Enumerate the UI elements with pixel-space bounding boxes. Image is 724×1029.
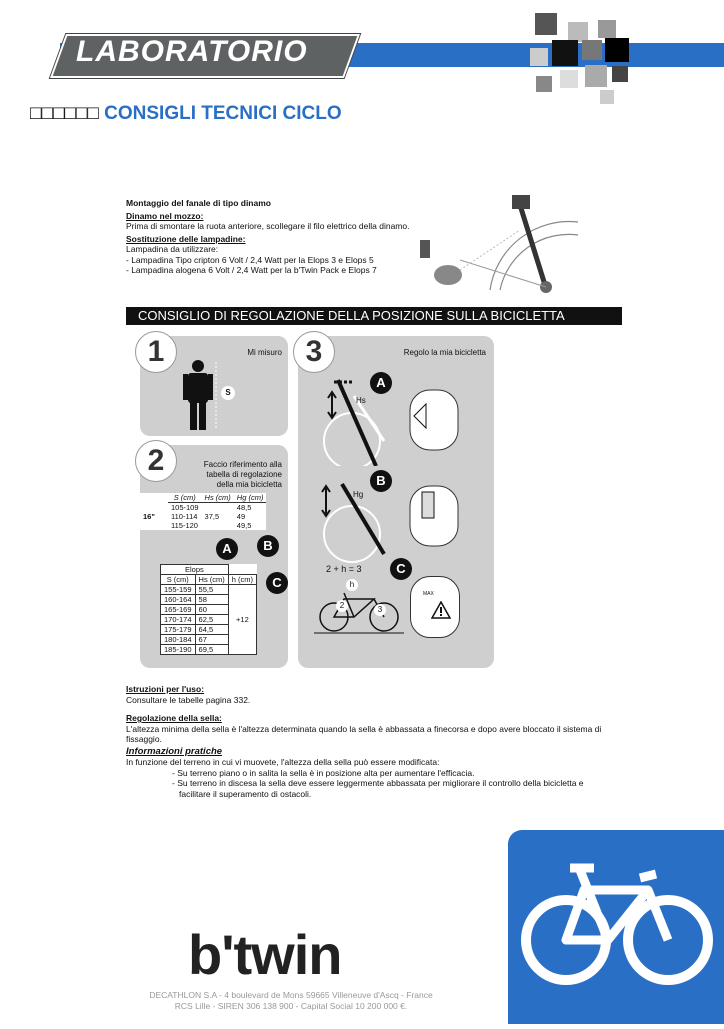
bulb-item-2: - Lampadina alogena 6 Volt / 2,4 Watt per la b'Twin Pack e Elops 7 (126, 265, 377, 275)
practical-intro: In funzione del terreno in cui vi muovete, l'altezza della sella può essere modificata: (126, 757, 440, 767)
footer (96, 990, 486, 1012)
badge-c: C (266, 572, 288, 594)
panel-2-text (204, 460, 282, 490)
use-label: Istruzioni per l'uso: (126, 684, 205, 694)
dynamo-heading: Montaggio del fanale di tipo dinamo (126, 198, 271, 208)
panel-3-badge-c: C (390, 558, 412, 580)
t2-s: 165-169 (161, 605, 196, 615)
panel-2-text-line: tabella di regolazione (206, 470, 282, 479)
t1-hg: 49,5 (236, 521, 252, 530)
t2-hs: 60 (195, 605, 228, 615)
hs-label: Hs (356, 396, 366, 405)
saddle-label: Regolazione della sella: (126, 713, 222, 723)
badge-b: B (257, 535, 279, 557)
panel-1-label: Mi misuro (247, 348, 282, 357)
panel-2-text-line: Faccio riferimento alla (203, 460, 282, 469)
title-prefix: □□□□□□ (30, 103, 99, 124)
s-badge: S (221, 386, 235, 400)
t2-s: 180-184 (161, 635, 196, 645)
person-figure (180, 358, 250, 434)
warning-icon (431, 601, 451, 619)
seatpost-detail (410, 576, 460, 638)
footer-line-1: DECATHLON S.A - 4 boulevard de Mons 59665 Villeneuve d'Ascq - France (149, 990, 433, 1000)
handlebar-height-illustration (314, 474, 494, 564)
practical-label: Informazioni pratiche (126, 745, 223, 757)
h-badge: h (346, 579, 358, 591)
dynamo-illustration (400, 190, 580, 300)
t2-s: 185-190 (161, 645, 196, 655)
header-banner-text: LABORATORIO (76, 35, 308, 68)
panel-1 (140, 336, 288, 436)
t2-hs: 67 (195, 635, 228, 645)
panel-3-number: 3 (293, 331, 335, 373)
t1-size: 16" (143, 511, 155, 521)
footer-line-2: RCS Lille - SIREN 306 138 900 - Capital Social 10 200 000 €. (174, 1001, 408, 1011)
panel-3-badge-b: B (370, 470, 392, 492)
t1-s: 115-120 (171, 521, 198, 530)
bike-c-illustration (314, 591, 404, 636)
t2-hs: 62,5 (195, 615, 228, 625)
t2-header-hs: Hs (cm) (195, 575, 228, 585)
t1-hg: 49 (236, 512, 246, 521)
elops-table (160, 564, 257, 655)
two-badge: 2 (336, 600, 348, 612)
t1-header-s: S (cm) (168, 493, 202, 503)
t2-hs: 64,5 (195, 625, 228, 635)
t1-header-hs: Hs (cm) (202, 493, 234, 503)
practical-bullet: - Su terreno in discesa la sella deve essere leggermente abbassata per migliorare il controllo della bicicletta e (172, 778, 584, 788)
dynamo-section (126, 198, 426, 276)
hg-label: Hg (353, 490, 364, 499)
panel-2-number: 2 (135, 440, 177, 482)
t2-s: 160-164 (161, 595, 196, 605)
bike-icon-box (508, 830, 724, 1024)
btwin-logo: b'twin (188, 923, 342, 986)
use-text: Consultare le tabelle pagina 332. (126, 694, 251, 705)
t2-hs: 55,5 (195, 585, 228, 595)
t2-hs: 69,5 (195, 645, 228, 655)
title-text: CONSIGLI TECNICI CICLO (104, 103, 342, 124)
t1-hs: 37,5 (204, 512, 220, 521)
t2-header-s: S (cm) (161, 575, 196, 585)
t2-header-h: h (cm) (228, 575, 256, 585)
t1-s: 105-109 (171, 503, 199, 512)
saddle-text-2: fissaggio. (126, 734, 162, 744)
saddle-text-1: L'altezza minima della sella è l'altezza determinata quando la sella è abbassata a finecorsa e dopo avere bloccato il sistema di (126, 723, 602, 734)
t1-hg: 48,5 (236, 503, 252, 512)
three-badge: 3 (374, 604, 386, 616)
t2-s: 175-179 (161, 625, 196, 635)
max-label: MAX (423, 591, 434, 597)
page-title (30, 103, 342, 125)
bicycle-icon (508, 830, 724, 1024)
t2-s: 155-159 (161, 585, 196, 595)
panel-3-badge-a: A (370, 372, 392, 394)
bulb-intro: Lampadina da utilizzare: (126, 244, 219, 254)
badge-a: A (216, 538, 238, 560)
bulb-item-1: - Lampadina Tipo cripton 6 Volt / 2,4 Watt per la Elops 3 e Elops 5 (126, 254, 374, 265)
formula: 2 + h = 3 (326, 564, 362, 574)
panel-3-label: Regolo la mia bicicletta (403, 348, 486, 357)
section-header: CONSIGLIO DI REGOLAZIONE DELLA POSIZIONE SULLA BICICLETTA (126, 307, 622, 325)
instructions (126, 684, 624, 799)
hub-text: Prima di smontare la ruota anteriore, scollegare il filo elettrico della dinamo. (126, 221, 410, 231)
panel-1-number: 1 (135, 331, 177, 373)
t2-s: 170-174 (161, 615, 196, 625)
t1-s: 110-114 (171, 512, 198, 521)
panel-2-text-line: della mia bicicletta (216, 480, 282, 489)
t2-caption: Elops (161, 565, 229, 575)
hub-label: Dinamo nel mozzo: (126, 210, 204, 221)
size-table-16 (140, 493, 266, 530)
saddle-height-illustration (314, 376, 494, 466)
bulb-label: Sostituzione delle lampadine: (126, 233, 246, 244)
t1-header-hg: Hg (cm) (234, 493, 267, 503)
t2-h: +12 (228, 585, 256, 655)
practical-bullet: - Su terreno piano o in salita la sella è in posizione alta per aumentare l'efficacia. (172, 767, 475, 778)
t2-hs: 58 (195, 595, 228, 605)
practical-bullet: facilitare il superamento di ostacoli. (179, 788, 312, 799)
panel-3 (298, 336, 494, 668)
